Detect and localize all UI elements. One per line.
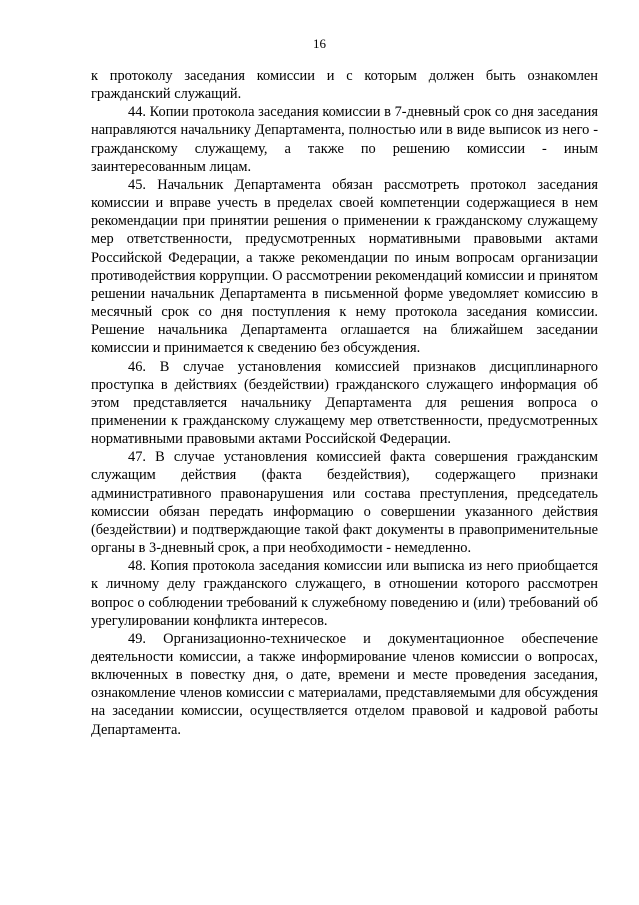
document-body	[91, 67, 598, 739]
paragraph-continuation: к протоколу заседания комиссии и с которым должен быть ознакомлен гражданский служащий.	[91, 68, 598, 103]
paragraph-item-49: 49. Организационно-техническое и документационное обеспечение деятельности комиссии, а также информирование членов комиссии о вопросах, включенных в повестку дня, о дате, времени и месте проведения заседания, ознакомление членов комиссии с материалами, представляемыми для обсуждения на заседании комиссии, осуществляется отделом правовой и кадровой работы Департамента.	[91, 630, 598, 738]
paragraph-item-48: 48. Копия протокола заседания комиссии или выписка из него приобщается к личному делу гражданского служащего, в отношении которого рассмотрен вопрос о соблюдении требований к служебному поведению и (или) требований об урегулировании конфликта интересов.	[91, 558, 598, 629]
paragraph-item-46: 46. В случае установления комиссией признаков дисциплинарного проступка в действиях (бездействии) гражданского служащего информация об этом представляется начальнику Департамента для решения вопроса о применении к гражданскому служащему мер ответственности, предусмотренных нормативными правовыми актами Российской Федерации.	[91, 358, 598, 448]
page-number: 16	[313, 36, 326, 51]
paragraph-item-45: 45. Начальник Департамента обязан рассмотреть протокол заседания комиссии и вправе учесть в пределах своей компетенции содержащиеся в нем рекомендации при принятии решения о применении к гражданскому служащему мер ответственности, предусмотренных нормативными правовыми актами Российской Федерации, а также рекомендации по иным вопросам организации противодействия коррупции. О рассмотрении рекомендаций комиссии и принятом решении начальник Департамента в письменной форме уведомляет комиссию в месячный срок со дня поступления к нему протокола заседания комиссии. Решение начальника Департамента оглашается на ближайшем заседании комиссии и принимается к сведению без обсуждения.	[91, 176, 598, 357]
paragraph-item-47: 47. В случае установления комиссией факта совершения гражданским служащим действия (факта бездействия), содержащего признаки административного правонарушения или состава преступления, председатель комиссии обязан передать информацию о совершении указанного действия (бездействии) и подтверждающие такой факт документы в правоприменительные органы в 3-дневный срок, а при необходимости - немедленно.	[91, 449, 598, 557]
paragraph-item-44: 44. Копии протокола заседания комиссии в 7-дневный срок со дня заседания направляются начальнику Департамента, полностью или в виде выписок из него - гражданскому служащему, а также по решению комиссии - иным заинтересованным лицам.	[91, 104, 598, 175]
